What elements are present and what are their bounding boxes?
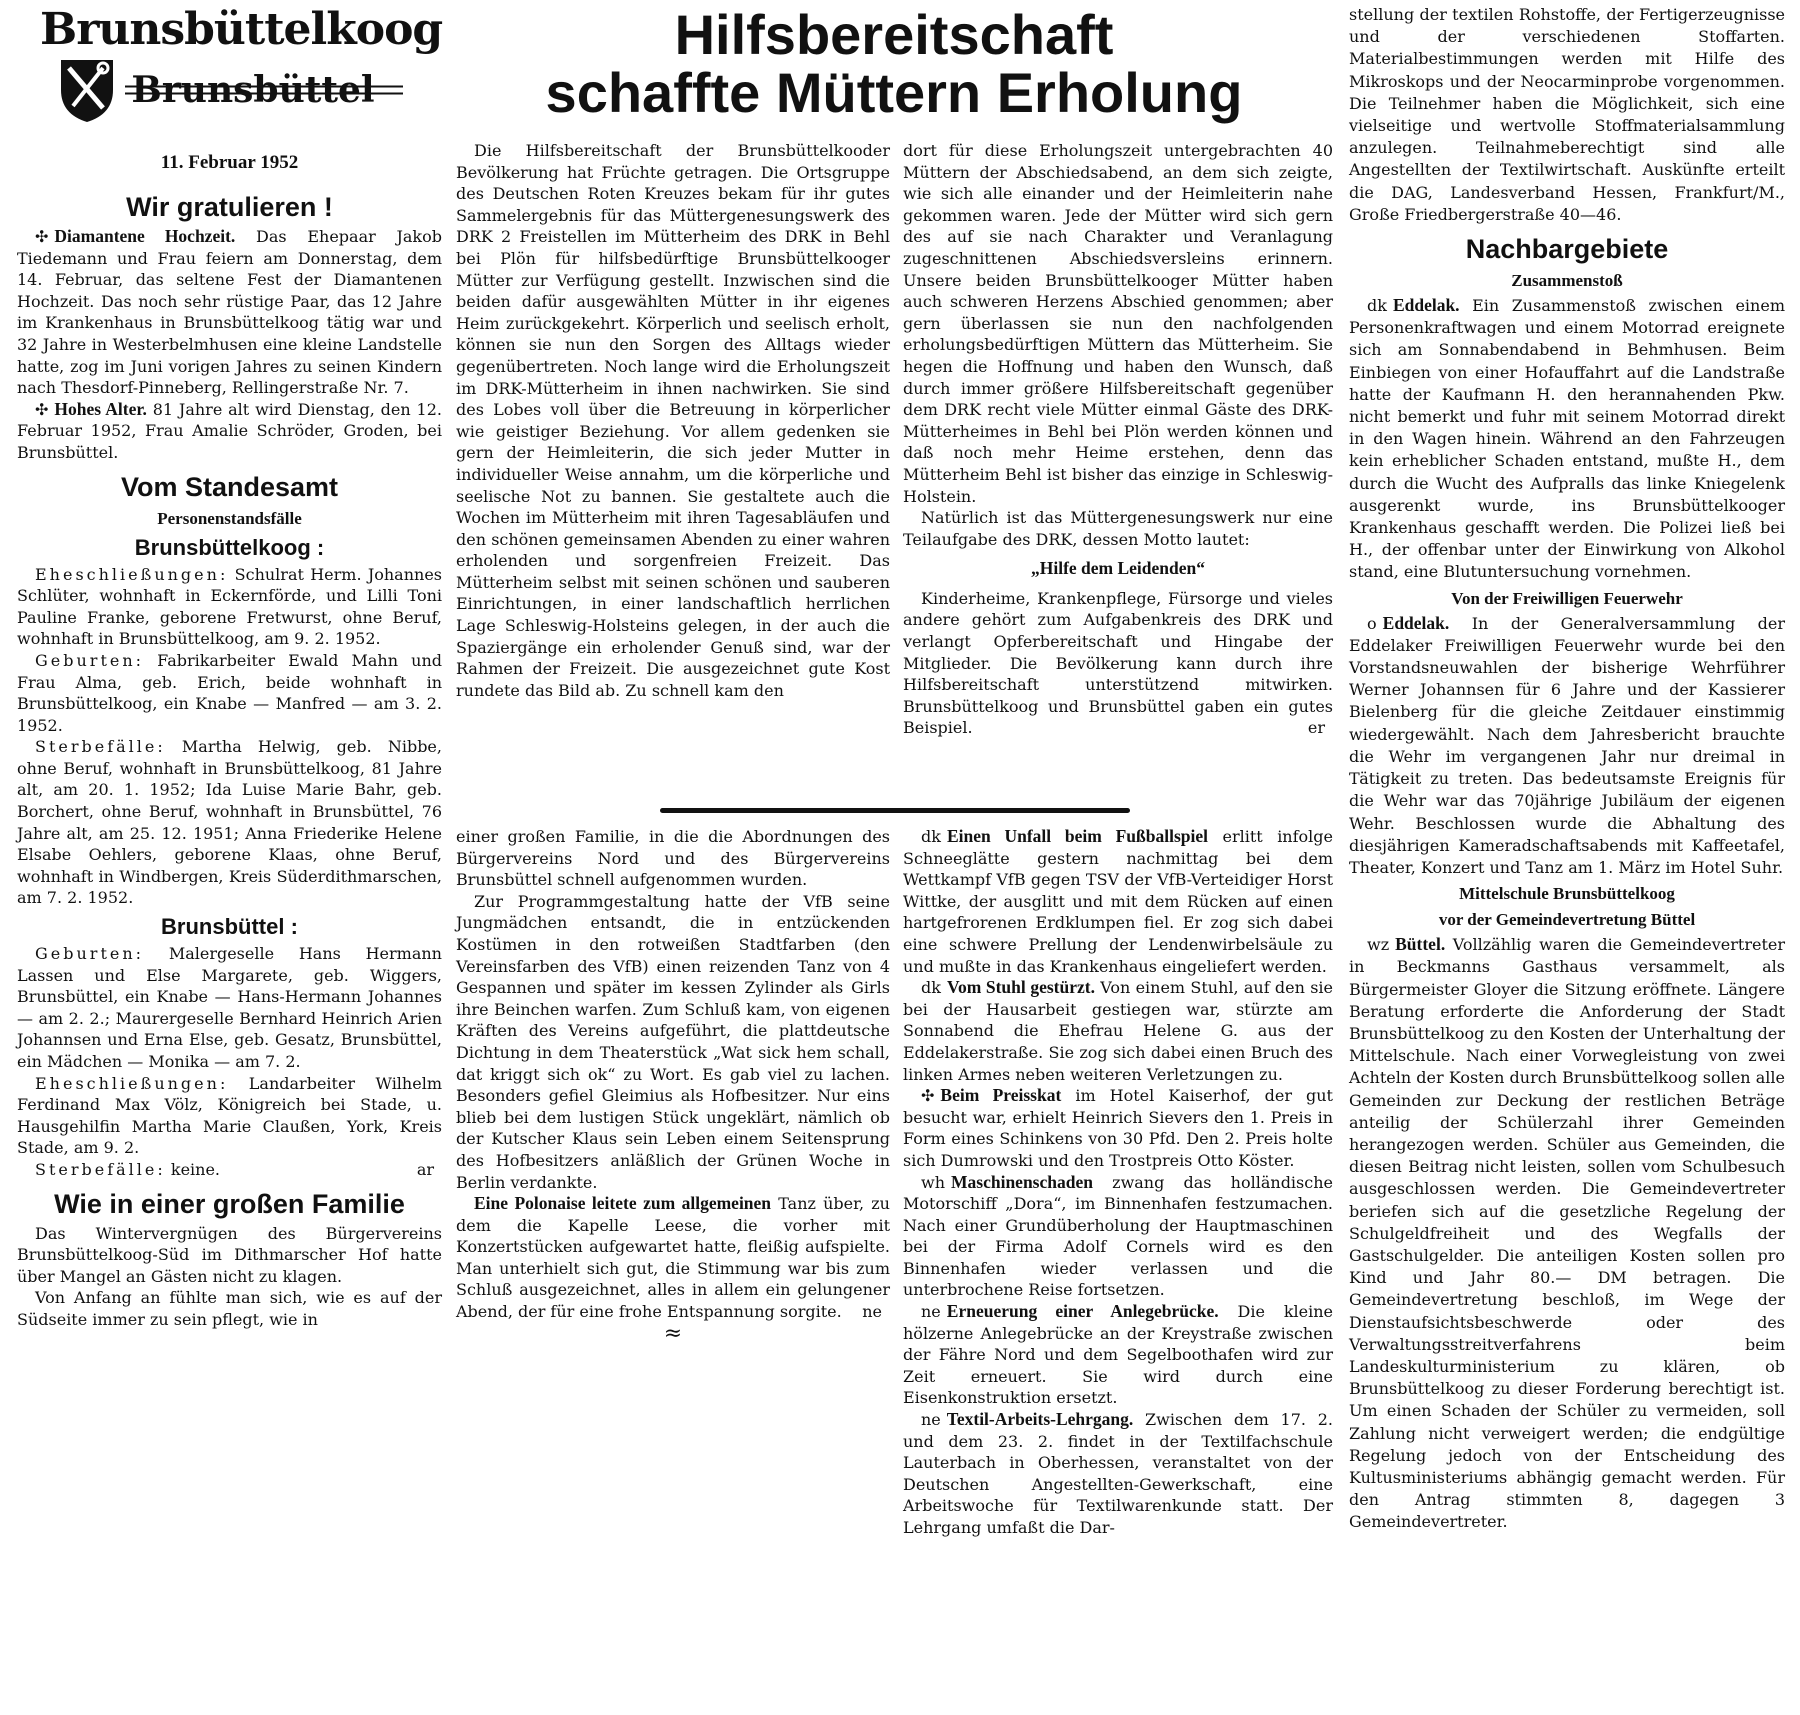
paragraph-text: Fabrikarbeiter Ewald Mahn und Frau Alma, geb. Erich, beide wohnhaft in Brunsbüttelkoog, ein Knabe — Manfred — am 3. 2. 1952. [17,650,442,735]
paragraph-text: keine. [170,1159,221,1179]
paragraph-text: dort für diese Erholungszeit untergebrachten 40 Müttern der Abschiedsabend, an dem sich zeigte, wie sich alle einander und der Heimleiterin nahe gekommen waren. Jede der Mütter wird sich gern des auf sie nach Charakter und Veranlagung zugeschnittenen Abschiedsversleins erinnern. Unsere beiden Brunsbüttelkooger Mütter haben auch schweren Herzens Abschied genommen; aber gern überlassen sie nun den nachfolgenden erholungsbedürftigen Müttern das Mütterheim. Sie hegen die Hoffnung und haben den Wunsch, daß durch immer größere Hilfsbereitschaft gegenüber dem DRK recht viele Mütter einmal Gäste des DRK-Mütterheimes in Behl bei Plön werden können und daß noch mehr Heime erstehen, denn das Mütterheim Behl ist bisher das einzige in Schleswig-Holstein. [903,141,1333,506]
paragraph-text: Tanz über, zu dem die Kapelle Leese, die vorher mit Konzertstücken aufgewartet hatte, fleißig aufspielte. Man unterhielt sich gut, die Stimmung war bis zum Schluß ausgezeichnet, alles in allem ein gelungener Abend, der für eine frohe Entspannung sorgite. [456,1194,890,1322]
paragraph-text: Die kleine hölzerne Anlegebrücke an der Kreystraße zwischen der Fähre Nord und dem Segelboothafen wird zur Zeit erneuert. Sie wird durch eine Eisenkonstruktion ersetzt. [903,1302,1333,1408]
sub-heading: Zusammenstoß [1511,271,1623,291]
author-signature: er [1307,718,1325,738]
article-paragraph [903,507,1333,550]
headline-line-1: Hilfsbereitschaft [674,3,1114,66]
paragraph-text: im Hotel Kaiserhof, der gut besucht war, erhielt Heinrich Sievers den 1. Preis in Form eines Schinkens von 30 Pfd. Den 2. Preis holte sich Dumrowski und den Trostpreis Otto Köster. [903,1086,1333,1170]
column-4-regional-news [1349,4,1785,1534]
article-paragraph [1349,933,1785,1533]
paragraph-lead: Textil-Arbeits-Lehrgang. [946,1409,1134,1430]
article-paragraph [17,736,442,909]
column-2-lower-article [456,826,890,1344]
article-paragraph [456,1193,890,1323]
article-paragraph [903,826,1333,977]
paragraph-lead: Eddelak. [1392,295,1460,316]
paragraph-text: Von Anfang an fühlte man sich, wie es auf der Südseite immer zu sein pflegt, wie in [17,1288,442,1329]
paragraph-marker: o [1367,613,1377,633]
article-paragraph [17,1159,442,1181]
paragraph-lead: Eheschließungen: [35,1073,229,1093]
masthead-title-brunsbuettel: Brunsbüttel [125,67,402,113]
article-paragraph [903,1301,1333,1409]
article-paragraph [456,826,890,891]
paragraph-text: erlitt infolge Schneeglätte gestern nachmittag bei dem Wettkampf VfB gegen TSV der VfB-Verteidiger Horst Wittke, der ausglitt und mit dem Rücken auf einen hartgefrorenen Erdklumpen fiel. Er zog sich dabei eine schwere Prellung der Lendenwirbelsäule zu und mußte in das Krankenhaus eingeliefert werden. [903,827,1333,976]
column-2-upper-article [456,140,890,701]
ornament-divider: ≈ [663,1320,683,1346]
paragraph-lead: Einen Unfall beim Fußballspiel [946,826,1209,846]
article-paragraph [17,943,442,1073]
sub-heading: vor der Gemeindevertretung Büttel [1438,910,1696,930]
paragraph-lead: Sterbefälle: [35,737,166,757]
paragraph-lead: Eheschließungen: [35,564,229,584]
paragraph-text: Malergeselle Hans Hermann Lassen und Else Margarete, geb. Wiggers, Brunsbüttel, ein Knabe — Hans-Hermann Johannes — am 2. 2.; Maurergeselle Bernhard Heinrich Arien Johannsen und Erna Else, geb. Gesatz, Brunsbüttel, ein Mädchen — Monika — am 7. 2. [17,944,442,1071]
section-heading: Wir gratulieren ! [126,192,333,222]
paragraph-lead: Sterbefälle: [35,1159,166,1179]
paragraph-marker: wz [1367,935,1390,955]
paragraph-lead: Vom Stuhl gestürzt. [946,977,1095,998]
paragraph-lead: Büttel. [1395,934,1446,955]
paragraph-text: einer großen Familie, in die die Abordnungen des Bürgervereins Nord und des Bürgervereins Brunsbüttel schnell aufgenommen wurden. [456,827,890,890]
paragraph-text: In der Generalversammlung der Eddelaker Freiwilligen Feuerwehr wurde bei den Vorstandsneuwahlen der bisherige Wehrführer Werner Johannsen für 6 Jahre und der Kassierer Bielenberg für die gleiche Zeitdauer einstimmig wiedergewählt. Nach dem Jahresbericht brauchte die Wehr im vergangenen Jahr nur dreimal in Tätigkeit zu treten. Das bedeutsamste Ereignis für die Wehr war das 70jährige Jubiläum der eigenen Wehr. Beschlossen wurde die Abhaltung des diesjährigen Kameradschaftsabends mit Kaffeetafel, Theater, Konzert und Tanz am 1. März im Hotel Suhr. [1349,613,1785,877]
paragraph-text: Landarbeiter Wilhelm Ferdinand Max Völz, Königreich bei Stade, u. Hausgehilfin Martha Marie Claußen, York, Kreis Stade, am 9. 2. [17,1073,442,1158]
paragraph-marker: ✣ [35,399,49,419]
article-paragraph [456,140,890,701]
sub-heading: Von der Freiwilligen Feuerwehr [1451,588,1683,608]
article-paragraph [17,399,442,464]
column-3-upper-article [903,140,1333,739]
paragraph-lead: Geburten: [35,650,145,670]
article-paragraph [903,977,1333,1085]
article-paragraph [903,588,1333,739]
paragraph-marker: ne [921,1302,941,1322]
paragraph-text: Zur Programmgestaltung hatte der VfB seine Jungmädchen entsandt, die in entzückenden Kostümen in den rotweißen Stadtfarben (den Vereinsfarben des VfB) einen reizenden Tanz von 4 Gespannen und später im kessen Zylinder als Girls ihre Beinchen warfen. Zum Schluß kam, von eigenen Kräften des Vereins aufgeführt, die plattdeutsche Dichtung in dem Theaterstück „Wat sick hem schall, dat kriggt sich ok“ zu Wort. Es gab viel zu lachen. Besonders gefiel Gleimius als Hofbesitzer. Nur eins blieb bei dem lustigen Stück ungeklärt, nämlich ob der Kutscher Klaus sein Leben einem Seitensprung des Hofbesitzers anläßlich der Grünen Woche in Berlin verdankte. [456,891,890,1192]
article-paragraph [17,650,442,736]
paragraph-text: Die Hilfsbereitschaft der Brunsbüttelkooder Bevölkerung hat Früchte getragen. Die Ortsgruppe des Deutschen Roten Kreuzes bekam für ihr gutes Sammelergebnis für das Müttergenesungswerk des DRK 2 Freistellen im Mütterheim des DRK in Behl bei Plön für hilfsbedürftige Brunsbüttelkooger Mütter zur Verfügung gestellt. Inzwischen sind die beiden dafür ausgewählten Mütter in ihr eigenes Heim zurückgekehrt. Körperlich und seelisch erholt, können sie nun den Sorgen des Alltags wieder gegenübertreten. Noch lange wird die Erholungszeit im DRK-Mütterheim in ihnen nachwirken. Sie sind des Lobes voll über die Betreuung in körperlicher wie geistiger Beziehung. Vor allem gedenken sie gern der Heimleiterin, die sich jeder Mutter in individueller Weise annahm, um die körperliche und seelische Not zu bannen. Sie gestaltete auch die Wochen im Mütterheim mit ihren Tagesabläufen und den schönen gemeinsamen Abenden zu einer wahren erholenden und sorgenfreien Freizeit. Das Mütterheim selbst mit seinen schönen und sauberen Einrichtungen, in einer landschaftlich herrlichen Lage Schleswig-Holsteins gelegen, in der auch die Spaziergänge ein erholender Genuß sind, war der Rahmen der Freizeit. Die ausgezeichnet gute Kost rundete das Bild ab. Zu schnell kam den [456,141,890,700]
paragraph-text: Martha Helwig, geb. Nibbe, ohne Beruf, wohnhaft in Brunsbüttelkoog, 81 Jahre alt, am 20. 1. 1952; Ida Luise Marie Bahr, geb. Borchert, ohne Beruf, wohnhaft in Brunsbüttel, 76 Jahre alt, am 25. 12. 1951; Anna Friederike Helene Elsabe Oehlers, geborene Klaas, ohne Beruf, wohnhaft in Windbergen, Kreis Süderdithmarschen, am 7. 2. 1952. [17,737,442,908]
paragraph-text: Das Ehepaar Jakob Tiedemann und Frau feiern am Donnerstag, dem 14. Februar, das seltene Fest der Diamantenen Hochzeit. Das noch sehr rüstige Paar, das 12 Jahre im Krankenhaus in Brunsbüttelkoog tätig war und 32 Jahre in Westerbelmhusen eine kleine Landstelle hatte, zog im Juni vorigen Jahres zu seinen Kindern nach Thesdorf-Pinneberg, Rellingerstraße Nr. 7. [17,227,442,398]
author-signature: ar [416,1159,434,1179]
paragraph-text: zwang das holländische Motorschiff „Dora“, im Binnenhafen festzumachen. Nach einer Grundüberholung der Hauptmaschinen bei der Firma Adolf Cornels wird es den Binnenhafen wieder verlassen und die unterbrochene Reise fortsetzen. [903,1172,1333,1300]
article-paragraph [903,140,1333,507]
paragraph-text: Kinderheime, Krankenpflege, Fürsorge und vieles andere gehört zum Aufgabenkreis des DRK und verlangt Opferbereitschaft und Hingabe der Mitglieder. Die Bevölkerung kann durch ihre Hilfsbereitschaft unterstützend mitwirken. Brunsbüttelkoog und Brunsbüttel gaben ein gutes Beispiel. [903,588,1333,738]
article-paragraph [456,891,890,1193]
section-heading: Nachbargebiete [1465,234,1669,265]
paragraph-lead: Hohes Alter. [54,398,147,419]
paragraph-lead: Eddelak. [1382,612,1450,633]
article-paragraph [17,1073,442,1159]
article-paragraph [1349,4,1785,226]
coat-of-arms-icon [57,56,117,124]
sub-heading: Mittelschule Brunsbüttelkoog [1459,884,1675,904]
section-heading: Wie in einer großen Familie [54,1188,405,1219]
paragraph-text: Natürlich ist das Müttergenesungswerk nur eine Teilaufgabe des DRK, dessen Motto lautet: [903,508,1333,549]
paragraph-marker: ✣ [921,1086,935,1106]
paragraph-text: Zwischen dem 17. 2. und dem 23. 2. findet in der Textilfachschule Lauterbach in Oberhessen, veranstaltet von der Deutschen Angestellten-Gewerkschaft, eine Arbeitswoche für Textilwarenkunde statt. Der Lehrgang umfaßt die Dar- [903,1410,1333,1537]
article-paragraph [17,226,442,399]
article-paragraph [1349,612,1785,879]
paragraph-lead: Erneuerung einer Anlegebrücke. [946,1301,1219,1322]
article-paragraph [1349,294,1785,584]
place-heading: Brunsbüttelkoog : [134,534,325,560]
article-paragraph [17,1287,442,1330]
paragraph-marker: ✣ [35,227,49,246]
article-paragraph [903,1085,1333,1171]
article-paragraph [17,564,442,650]
paragraph-text: Ein Zusammenstoß zwischen einem Personenkraftwagen und einem Motorrad ereignete sich am Sonnabendabend in Behmhusen. Beim Einbiegen von einer Hofauffahrt auf die Landstraße hatte der Kaufmann H. den herannahenden Pkw. nicht bemerkt und fuhr mit seinem Motorrad direkt in den Wagen hinein. Während an den Fahrzeugen kein erheblicher Schaden entstand, mußte H., dem durch die Wucht des Aufpralls das linke Kniegelenk ausgerenkt wurde, ins Brunsbüttelkooger Krankenhaus geschafft werden. Die Polizei ließ bei H., der offenbar unter der Einwirkung von Alkohol stand, eine Blutuntersuchung vornehmen. [1349,296,1785,582]
paragraph-marker: dk [1367,296,1387,316]
paragraph-text: Schulrat Herm. Johannes Schlüter, wohnhaft in Eckernförde, und Lilli Toni Pauline Franke, geborene Fretwurst, ohne Beruf, wohnhaft in Brunsbüttelkoog, am 9. 2. 1952. [17,564,442,649]
paragraph-text: Das Wintervergnügen des Bürgervereins Brunsbüttelkoog-Süd im Dithmarscher Hof hatte über Mangel an Gästen nicht zu klagen. [17,1223,442,1286]
author-signature: ne [862,1302,882,1322]
main-headline [456,3,1332,124]
article-divider-rule [660,808,1130,813]
paragraph-text: 81 Jahre alt wird Dienstag, den 12. Februar 1952, Frau Amalie Schröder, Groden, bei Brunsbüttel. [17,399,442,462]
paragraph-lead: Diamantene Hochzeit. [54,226,236,246]
article-paragraph [903,1172,1333,1302]
article-paragraph [903,1409,1333,1539]
paragraph-marker: dk [921,827,941,846]
paragraph-marker: ne [921,1410,941,1430]
masthead-title-brunsbuettelkoog: Brunsbüttelkoog [40,4,443,55]
sub-heading: Personenstandsfälle [157,508,302,528]
section-heading: Vom Standesamt [120,471,339,502]
paragraph-lead: Eine Polonaise leitete zum allgemeinen [474,1193,772,1214]
paragraph-text: Von einem Stuhl, auf den sie bei der Hausarbeit gestiegen war, stürzte am Sonnabend die Ehefrau Helene G. aus der Eddelakerstraße. Sie zog sich dabei einen Bruch des linken Armes neben weiteren Verletzungen zu. [903,978,1334,1084]
column-3-lower-news [903,826,1333,1539]
place-heading: Brunsbüttel : [161,914,298,940]
paragraph-lead: Beim Preisskat [940,1085,1062,1106]
column-1-local-news [17,184,442,1331]
headline-line-2: schaffte Müttern Erholung [545,61,1243,124]
paragraph-lead: Maschinenschaden [951,1171,1093,1192]
paragraph-lead: Geburten: [35,944,145,964]
paragraph-text: Vollzählig waren die Gemeindevertreter in Beckmanns Gasthaus versammelt, als Bürgermeister Gloyer die Sitzung eröffnete. Längere Beratung erforderte die Anforderung der Stadt Brunsbüttelkoog zu den Kosten der Unterhaltung der Mittelschule. Nach einer Vorwegleistung von zwei Achteln der Kosten durch Brunsbüttelkoog sollen alle Gemeinden zur Deckung der restlichen Beträge anteilig der Schülerzahl ihrer Gemeinden herangezogen werden. Schüler aus Gemeinden, die diesen Beitrag nicht leisten, sollen vom Schulbesuch ausgeschlossen werden. Die Gemeindevertreter beriefen sich auf die gesetzliche Regelung der Schulgeldfreiheit und des Wegfalls der Gastschulgelder. Die anteiligen Kosten sollen pro Kind und Jahr 80.— DM betragen. Die Gemeindevertretung beschloß, im Wege der Dienstaufsichtsbeschwerde oder des Verwaltungsstreitverfahrens beim Landeskulturministerium zu klären, ob Brunsbüttelkoog zu dieser Forderung berechtigt ist. Um einen Schaden der Schüler zu vermeiden, soll Zahlung nicht verweigert werden; die endgültige Regelung jedoch von der Entscheidung des Kultusministeriums abhängig gemacht werden. Für den Antrag stimmten 8, dagegen 3 Gemeindevertreter. [1349,935,1786,1532]
paragraph-text: stellung der textilen Rohstoffe, der Fertigerzeugnisse und der verschiedenen Stoffarten. Materialbestimmungen werden mit Hilfe des Mikroskops und der Neocarminprobe vorgenommen. Die Teilnehmer haben die Möglichkeit, sich eine vielseitige und wertvolle Stoffmaterialsammlung anzulegen. Teilnahmeberechtigt sind alle Angestellten der Textilwirtschaft. Auskünfte erteilt die DAG, Landesverband Hessen, Frankfurt/M., Große Friedbergerstraße 40—46. [1349,5,1785,224]
article-paragraph [17,1223,442,1288]
issue-date: 11. Februar 1952 [160,152,299,173]
motto-quote: „Hilfe dem Leidenden“ [1030,558,1206,579]
paragraph-marker: dk [921,978,941,998]
paragraph-marker: wh [921,1172,945,1192]
masthead-logo [40,4,443,124]
